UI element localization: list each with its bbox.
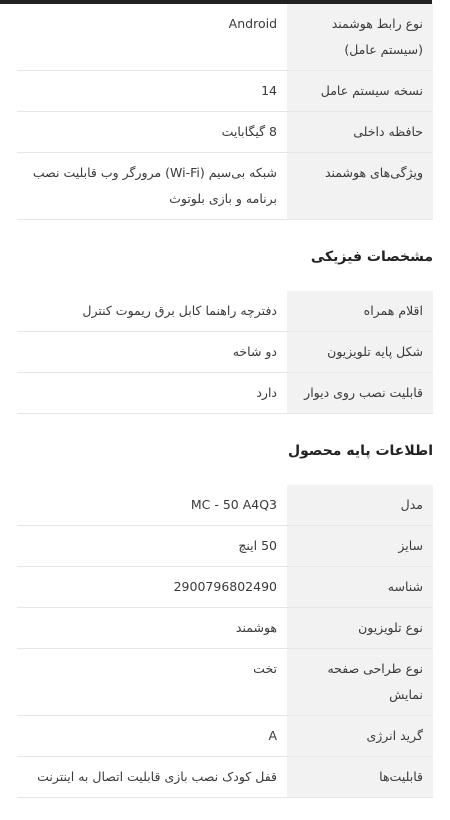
table-row (17, 567, 433, 608)
spec-value: 50 اینچ (17, 526, 287, 567)
table-row (17, 373, 433, 414)
spec-label: گرید انرژی (287, 716, 433, 757)
spec-value: 8 گیگابایت (17, 112, 287, 153)
spec-value: 2900796802490 (17, 567, 287, 608)
spec-value: تخت (17, 649, 287, 716)
table-row (17, 526, 433, 567)
spec-label: حافظه داخلی (287, 112, 433, 153)
spec-value: دو شاخه (17, 332, 287, 373)
table-row (17, 716, 433, 757)
table-row (17, 291, 433, 332)
table-row (17, 757, 433, 798)
spec-page (0, 4, 450, 798)
table-row (17, 4, 433, 71)
smart-specs-table (17, 4, 433, 220)
spec-label: اقلام همراه (287, 291, 433, 332)
spec-value: قفل کودک نصب بازی قابلیت اتصال به اینترنت (17, 757, 287, 798)
spec-label: قابلیت‌ها (287, 757, 433, 798)
table-row (17, 112, 433, 153)
basic-info-table (17, 485, 433, 798)
spec-label: مدل (287, 485, 433, 526)
table-row (17, 608, 433, 649)
spec-label: شکل پایه تلویزیون (287, 332, 433, 373)
spec-label: ویژگی‌های هوشمند (287, 153, 433, 220)
table-row (17, 71, 433, 112)
table-row (17, 485, 433, 526)
table-row (17, 649, 433, 716)
table-row (17, 332, 433, 373)
spec-value: دارد (17, 373, 287, 414)
spec-value: 14 (17, 71, 287, 112)
spec-value: MC - 50 A4Q3 (17, 485, 287, 526)
spec-value: A (17, 716, 287, 757)
spec-label: قابلیت نصب روی دیوار (287, 373, 433, 414)
spec-value: شبکه بی‌سیم (Wi-Fi) مرورگر وب قابلیت نصب برنامه و بازی بلوتوث (17, 153, 287, 220)
table-row (17, 153, 433, 220)
spec-value: هوشمند (17, 608, 287, 649)
section-title-physical: مشخصات فیزیکی (310, 249, 433, 265)
spec-label: نوع طراحی صفحه نمایش (287, 649, 433, 716)
section-title-basic: اطلاعات پایه محصول (288, 443, 433, 459)
spec-label: نوع تلویزیون (287, 608, 433, 649)
spec-label: نسخه سیستم عامل (287, 71, 433, 112)
physical-specs-table (17, 291, 433, 414)
spec-label: سایز (287, 526, 433, 567)
spec-label: نوع رابط هوشمند (سیستم عامل) (287, 4, 433, 71)
spec-label: شناسه (287, 567, 433, 608)
spec-value: Android (17, 4, 287, 71)
spec-value: دفترچه راهنما کابل برق ریموت کنترل (17, 291, 287, 332)
